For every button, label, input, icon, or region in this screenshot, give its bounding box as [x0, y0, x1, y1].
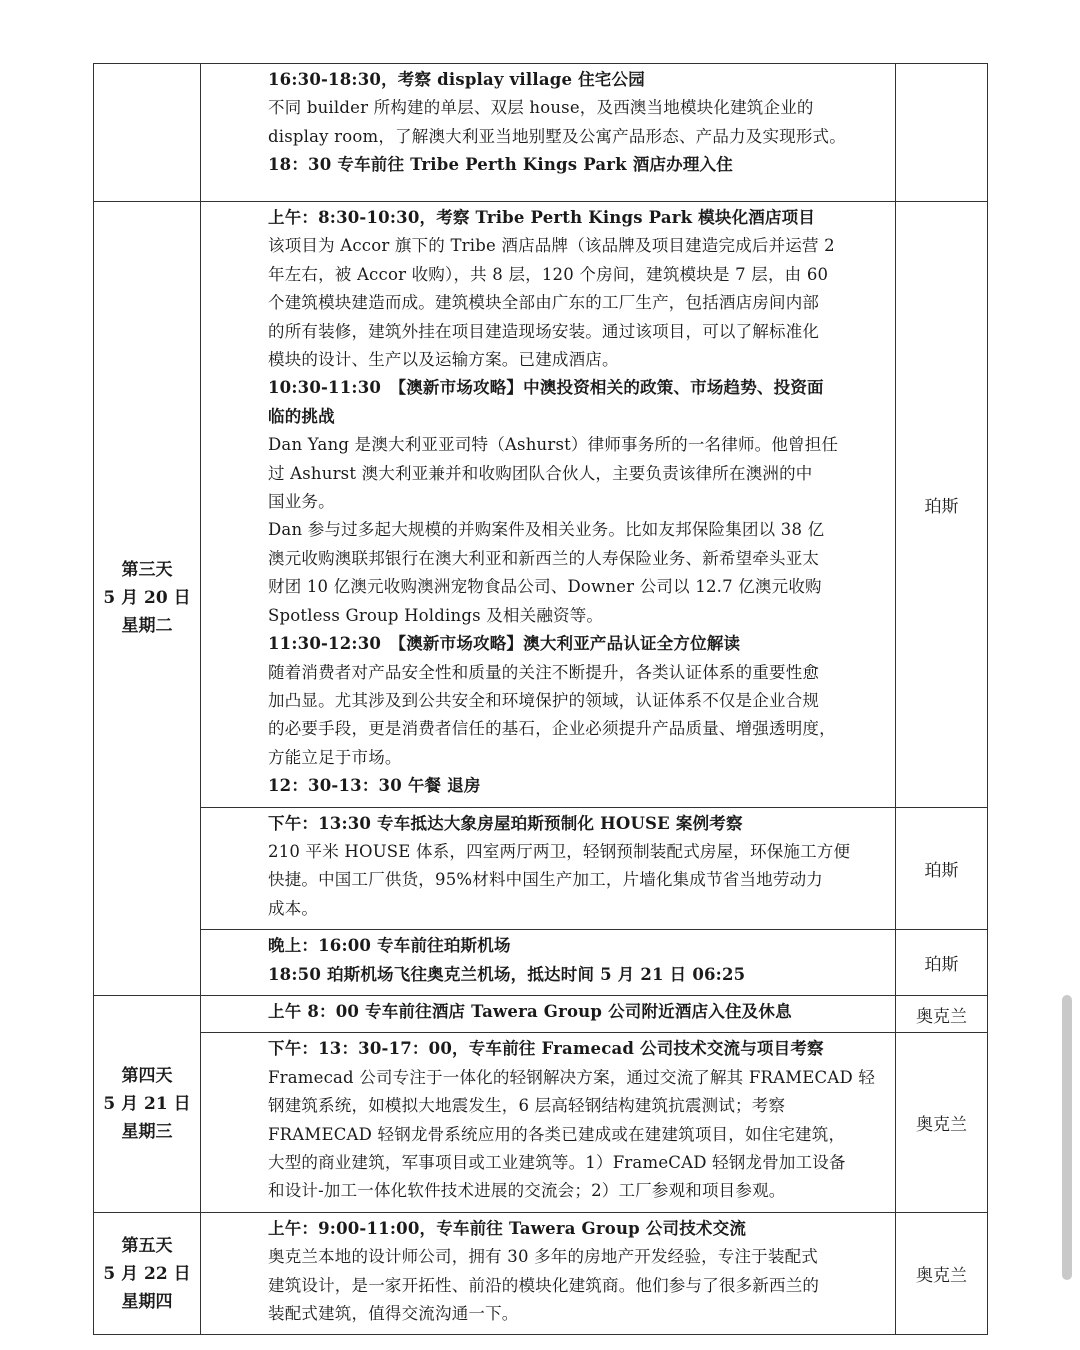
activity-text: 该项目为 Accor 旗下的 Tribe 酒店品牌（该品牌及项目建造完成后并运营 2 [268, 236, 835, 256]
city-cell: 珀斯 [896, 202, 988, 808]
activity-text: Framecad 公司专注于一体化的轻钢解决方案，通过交流了解其 FRAMECAD 轻 [268, 1067, 876, 1087]
table-row [94, 1212, 988, 1335]
activity-text: 国业务。 [268, 492, 335, 512]
table-row [94, 807, 988, 930]
activity-text: display room，了解澳大利亚当地别墅及公寓产品形态、产品力及实现形式。 [268, 126, 846, 146]
day-weekday: 星期二 [121, 616, 173, 637]
city-cell: 奥克兰 [896, 1033, 988, 1212]
activity-text: 方能立足于市场。 [268, 747, 402, 767]
day-label: 第四天 [121, 1065, 173, 1086]
activity-heading: 下午：13：30-17：00，专车前往 Framecad 公司技术交流与项目考察 [268, 1039, 824, 1059]
activity-heading: 晚上：16:00 专车前往珀斯机场 [268, 936, 511, 956]
activity-text: FRAMECAD 轻钢龙骨系统应用的各类已建成或在建建筑项目，如住宅建筑， [268, 1124, 846, 1144]
activity-text: 钢建筑系统，如模拟大地震发生，6 层高轻钢结构建筑抗震测试；考察 [268, 1096, 786, 1116]
day-label: 第五天 [121, 1235, 173, 1256]
day-label: 第三天 [121, 560, 173, 581]
activity-cell [201, 1212, 896, 1335]
activity-heading: 18:50 珀斯机场飞往奥克兰机场，抵达时间 5 月 21 日 06:25 [268, 964, 746, 984]
activity-text: 模块的设计、生产以及运输方案。已建成酒店。 [268, 350, 619, 370]
activity-heading: 11:30-12:30 【澳新市场攻略】澳大利亚产品认证全方位解读 [268, 634, 741, 654]
activity-heading: 临的挑战 [268, 406, 335, 426]
activity-cell [201, 807, 896, 930]
activity-cell [201, 202, 896, 808]
activity-text: 过 Ashurst 澳大利亚兼并和收购团队合伙人，主要负责该律所在澳洲的中 [268, 463, 813, 483]
activity-cell [201, 1033, 896, 1212]
activity-text: 210 平米 HOUSE 体系，四室两厅两卫，轻钢预制装配式房屋，环保施工方便 [268, 841, 851, 861]
activity-heading: 下午：13:30 专车抵达大象房屋珀斯预制化 HOUSE 案例考察 [268, 813, 743, 833]
table-row [94, 1033, 988, 1212]
day-weekday: 星期三 [121, 1121, 173, 1142]
day-date: 5 月 22 日 [103, 1263, 191, 1284]
activity-heading: 16:30-18:30，考察 display village 住宅公园 [268, 70, 645, 89]
day-label-cell [94, 202, 201, 996]
activity-cell [201, 930, 896, 996]
activity-text: 个建筑模块建造而成。建筑模块全部由广东的工厂生产，包括酒店房间内部 [268, 293, 820, 313]
activity-text: 大型的商业建筑，军事项目或工业建筑等。1）FrameCAD 轻钢龙骨加工设备 [268, 1153, 846, 1172]
activity-text: Dan Yang 是澳大利亚亚司特（Ashurst）律师事务所的一名律师。他曾担任 [268, 435, 839, 455]
day-cell-empty [94, 64, 201, 202]
activity-heading: 10:30-11:30 【澳新市场攻略】中澳投资相关的政策、市场趋势、投资面 [268, 378, 824, 398]
activity-heading: 上午：9:00-11:00，专车前往 Tawera Group 公司技术交流 [268, 1218, 747, 1238]
activity-heading: 上午：8:30-10:30，考察 Tribe Perth Kings Park 模块化酒店项目 [268, 208, 816, 227]
day-weekday: 星期四 [121, 1291, 173, 1312]
scrollbar-thumb[interactable] [1062, 995, 1072, 1280]
activity-text: 随着消费者对产品安全性和质量的关注不断提升，各类认证体系的重要性愈 [268, 662, 820, 682]
activity-heading: 18：30 专车前往 Tribe Perth Kings Park 酒店办理入住 [268, 155, 733, 175]
activity-heading: 上午 8：00 专车前往酒店 Tawera Group 公司附近酒店入住及休息 [268, 1001, 792, 1021]
activity-text: Spotless Group Holdings 及相关融资等。 [268, 605, 604, 625]
activity-text: 奥克兰本地的设计师公司，拥有 30 多年的房地产开发经验，专注于装配式 [268, 1247, 818, 1267]
table-row [94, 930, 988, 996]
city-cell: 奥克兰 [896, 995, 988, 1032]
activity-text: 快捷。中国工厂供货，95%材料中国生产加工，片墙化集成节省当地劳动力 [268, 870, 823, 890]
day-label-cell [94, 1212, 201, 1335]
activity-heading: 12：30-13：30 午餐 退房 [268, 776, 481, 796]
activity-text: 加凸显。尤其涉及到公共安全和环境保护的领域，认证体系不仅是企业合规 [268, 690, 820, 710]
activity-text: 和设计-加工一体化软件技术进展的交流会；2）工厂参观和项目参观。 [268, 1181, 786, 1201]
activity-text: 的必要手段，更是消费者信任的基石，企业必须提升产品质量、增强透明度， [268, 719, 836, 739]
city-cell [896, 64, 988, 202]
city-cell: 奥克兰 [896, 1212, 988, 1335]
table-row [94, 995, 988, 1032]
table-row [94, 64, 988, 202]
activity-text: 的所有装修，建筑外挂在项目建造现场安装。通过该项目，可以了解标准化 [268, 321, 820, 341]
activity-text: 财团 10 亿澳元收购澳洲宠物食品公司、Downer 公司以 12.7 亿澳元收购 [268, 577, 822, 597]
table-row [94, 202, 988, 808]
activity-text: Dan 参与过多起大规模的并购案件及相关业务。比如友邦保险集团以 38 亿 [268, 520, 825, 540]
city-cell: 珀斯 [896, 807, 988, 930]
itinerary-table [93, 63, 988, 1335]
activity-text: 年左右，被 Accor 收购），共 8 层，120 个房间，建筑模块是 7 层，由 60 [268, 264, 829, 284]
activity-text: 装配式建筑，值得交流沟通一下。 [268, 1304, 519, 1324]
activity-text: 不同 builder 所构建的单层、双层 house，及西澳当地模块化建筑企业的 [268, 98, 814, 118]
activity-cell [201, 995, 896, 1032]
activity-text: 澳元收购澳联邦银行在澳大利亚和新西兰的人寿保险业务、新希望牵头亚太 [268, 548, 820, 568]
city-cell: 珀斯 [896, 930, 988, 996]
day-date: 5 月 20 日 [103, 588, 191, 609]
activity-text: 成本。 [268, 898, 319, 918]
activity-text: 建筑设计，是一家开拓性、前沿的模块化建筑商。他们参与了很多新西兰的 [268, 1275, 820, 1295]
day-label-cell [94, 995, 201, 1212]
day-date: 5 月 21 日 [103, 1093, 191, 1114]
activity-cell [201, 64, 896, 202]
